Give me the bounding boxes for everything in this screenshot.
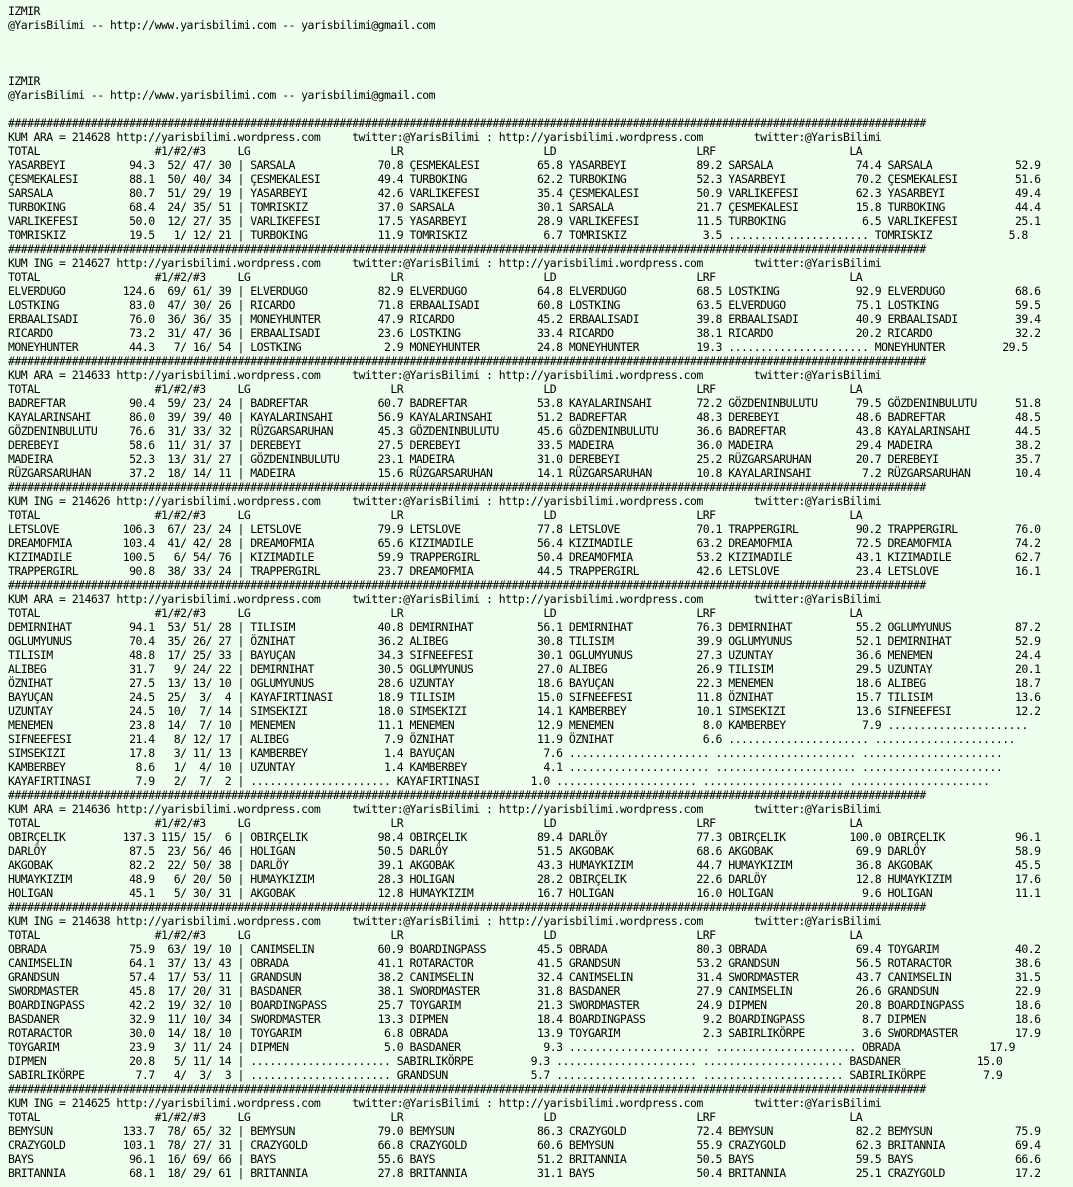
race-title-line: KUM ING = 214627 http://yarisbilimi.wordpress.com twitter:@YarisBilimi : http://yarisbilimi.wordpress.com twitter:@YarisBilimi: [8, 256, 882, 270]
result-row: LETSLOVE 106.3 67/ 23/ 24 | LETSLOVE 79.9 LETSLOVE 77.8 LETSLOVE 70.1 TRAPPERGIRL 90.2 TRAPPERGIRL 76.0: [8, 522, 1041, 536]
result-row: BAYUÇAN 24.5 25/ 3/ 4 | KAYAFIRTINASI 18.9 TILISIM 15.0 SIFNEEFESI 11.8 ÖZNIHAT 15.7 TILISIM 13.6: [8, 690, 1041, 704]
race-title-line: KUM ING = 214625 http://yarisbilimi.wordpress.com twitter:@YarisBilimi : http://yarisbilimi.wordpress.com twitter:@YarisBilimi: [8, 1096, 882, 1110]
result-row: BRITANNIA 68.1 18/ 29/ 61 | BRITANNIA 27.8 BRITANNIA 31.1 BAYS 50.4 BRITANNIA 25.1 CRAZYGOLD 17.2: [8, 1166, 1041, 1180]
result-row: HUMAYKIZIM 48.9 6/ 20/ 50 | HUMAYKIZIM 28.3 HOLIGAN 28.2 OBIRÇELIK 22.6 DARLÖY 12.8 HUMAYKIZIM 17.6: [8, 872, 1041, 886]
result-row: MADEIRA 52.3 13/ 31/ 27 | GÖZDENINBULUTU 23.1 MADEIRA 31.0 DEREBEYI 25.2 RÜZGARSARUHAN 20.7 DEREBEYI 35.7: [8, 452, 1041, 466]
result-row: ELVERDUGO 124.6 69/ 61/ 39 | ELVERDUGO 82.9 ELVERDUGO 64.8 ELVERDUGO 68.5 LOSTKING 92.9 ELVERDUGO 68.6: [8, 284, 1041, 298]
separator-line: ################################################################################################################################################: [8, 1082, 926, 1096]
race-title-line: KUM ARA = 214637 http://yarisbilimi.wordpress.com twitter:@YarisBilimi : http://yarisbilimi.wordpress.com twitter:@YarisBilimi: [8, 592, 882, 606]
header-line: [8, 102, 1073, 116]
result-row: DEMIRNIHAT 94.1 53/ 51/ 28 | TILISIM 40.8 DEMIRNIHAT 56.1 DEMIRNIHAT 76.3 DEMIRNIHAT 55.2 OGLUMYUNUS 87.2: [8, 620, 1041, 634]
result-row: MENEMEN 23.8 14/ 7/ 10 | MENEMEN 11.1 MENEMEN 12.9 MENEMEN 8.0 KAMBERBEY 7.9 ......................: [8, 718, 1028, 732]
result-row: RÜZGARSARUHAN 37.2 18/ 14/ 11 | MADEIRA 15.6 RÜZGARSARUHAN 14.1 RÜZGARSARUHAN 10.8 KAYALARINSAHI 7.2 RÜZGARSARUHAN 10.4: [8, 466, 1041, 480]
header-line: [8, 32, 1073, 46]
result-row: DEREBEYI 58.6 11/ 31/ 37 | DEREBEYI 27.5 DEREBEYI 33.5 MADEIRA 36.0 MADEIRA 29.4 MADEIRA 38.2: [8, 438, 1041, 452]
result-row: DREAMOFMIA 103.4 41/ 42/ 28 | DREAMOFMIA 65.6 KIZIMADILE 56.4 KIZIMADILE 63.2 DREAMOFMIA 72.5 DREAMOFMIA 74.2: [8, 536, 1041, 550]
result-row: OBRADA 75.9 63/ 19/ 10 | CANIMSELIN 60.9 BOARDINGPASS 45.5 OBRADA 80.3 OBRADA 69.4 TOYGARIM 40.2: [8, 942, 1041, 956]
column-header-line: TOTAL #1/#2/#3 LG LR LD LRF LA: [8, 1110, 863, 1124]
result-row: KAYAFIRTINASI 7.9 2/ 7/ 2 | ...................... KAYAFIRTINASI 1.0 ...................... ...................... ......................: [8, 774, 990, 788]
header-line: IZMIR: [8, 4, 40, 18]
result-row: BASDANER 32.9 11/ 10/ 34 | SWORDMASTER 13.3 DIPMEN 18.4 BOARDINGPASS 9.2 BOARDINGPASS 8.7 DIPMEN 18.6: [8, 1012, 1041, 1026]
result-row: RICARDO 73.2 31/ 47/ 36 | ERBAALISADI 23.6 LOSTKING 33.4 RICARDO 38.1 RICARDO 20.2 RICARDO 32.2: [8, 326, 1041, 340]
result-row: VARLIKEFESI 50.0 12/ 27/ 35 | VARLIKEFESI 17.5 YASARBEYI 28.9 VARLIKEFESI 11.5 TURBOKING 6.5 VARLIKEFESI 25.1: [8, 214, 1041, 228]
race-title-line: KUM ING = 214638 http://yarisbilimi.wordpress.com twitter:@YarisBilimi : http://yarisbilimi.wordpress.com twitter:@YarisBilimi: [8, 914, 882, 928]
race-title-line: KUM ING = 214626 http://yarisbilimi.wordpress.com twitter:@YarisBilimi : http://yarisbilimi.wordpress.com twitter:@YarisBilimi: [8, 494, 882, 508]
result-row: TURBOKING 68.4 24/ 35/ 51 | TOMRISKIZ 37.0 SARSALA 30.1 SARSALA 21.7 ÇESMEKALESI 15.8 TURBOKING 44.4: [8, 200, 1041, 214]
result-row: GÖZDENINBULUTU 76.6 31/ 33/ 32 | RÜZGARSARUHAN 45.3 GÖZDENINBULUTU 45.6 GÖZDENINBULUTU 36.6 BADREFTAR 43.8 KAYALARINSAHI 44.5: [8, 424, 1041, 438]
result-row: TRAPPERGIRL 90.8 38/ 33/ 24 | TRAPPERGIRL 23.7 DREAMOFMIA 44.5 TRAPPERGIRL 42.6 LETSLOVE 23.4 LETSLOVE 16.1: [8, 564, 1041, 578]
result-row: BOARDINGPASS 42.2 19/ 32/ 10 | BOARDINGPASS 25.7 TOYGARIM 21.3 SWORDMASTER 24.9 DIPMEN 20.8 BOARDINGPASS 18.6: [8, 998, 1041, 1012]
column-header-line: TOTAL #1/#2/#3 LG LR LD LRF LA: [8, 508, 863, 522]
result-row: SARSALA 80.7 51/ 29/ 19 | YASARBEYI 42.6 VARLIKEFESI 35.4 ÇESMEKALESI 50.9 VARLIKEFESI 62.3 YASARBEYI 49.4: [8, 186, 1041, 200]
race-title-line: KUM ARA = 214628 http://yarisbilimi.wordpress.com twitter:@YarisBilimi : http://yarisbilimi.wordpress.com twitter:@YarisBilimi: [8, 130, 882, 144]
header-line: @YarisBilimi -- http://www.yarisbilimi.com -- yarisbilimi@gmail.com: [8, 18, 436, 32]
separator-line: ################################################################################################################################################: [8, 354, 926, 368]
race-title-line: KUM ARA = 214633 http://yarisbilimi.wordpress.com twitter:@YarisBilimi : http://yarisbilimi.wordpress.com twitter:@YarisBilimi: [8, 368, 882, 382]
result-row: YASARBEYI 94.3 52/ 47/ 30 | SARSALA 70.8 ÇESMEKALESI 65.8 YASARBEYI 89.2 SARSALA 74.4 SARSALA 52.9: [8, 158, 1041, 172]
race-title-line: KUM ARA = 214636 http://yarisbilimi.wordpress.com twitter:@YarisBilimi : http://yarisbilimi.wordpress.com twitter:@YarisBilimi: [8, 802, 882, 816]
result-row: KAYALARINSAHI 86.0 39/ 39/ 40 | KAYALARINSAHI 56.9 KAYALARINSAHI 51.2 BADREFTAR 48.3 DEREBEYI 48.6 BADREFTAR 48.5: [8, 410, 1041, 424]
column-header-line: TOTAL #1/#2/#3 LG LR LD LRF LA: [8, 382, 863, 396]
header-line: IZMIR: [8, 74, 40, 88]
result-row: TOMRISKIZ 19.5 1/ 12/ 21 | TURBOKING 11.9 TOMRISKIZ 6.7 TOMRISKIZ 3.5 ...................... TOMRISKIZ 5.8: [8, 228, 1028, 242]
result-row: ALIBEG 31.7 9/ 24/ 22 | DEMIRNIHAT 30.5 OGLUMYUNUS 27.0 ALIBEG 26.9 TILISIM 29.5 UZUNTAY 20.1: [8, 662, 1041, 676]
result-row: ERBAALISADI 76.0 36/ 36/ 35 | MONEYHUNTER 47.9 RICARDO 45.2 ERBAALISADI 39.8 ERBAALISADI 40.9 ERBAALISADI 39.4: [8, 312, 1041, 326]
result-row: TOYGARIM 23.9 3/ 11/ 24 | DIPMEN 5.0 BASDANER 9.3 ...................... ...................... OBRADA 17.9: [8, 1040, 1016, 1054]
result-row: OBIRÇELIK 137.3 115/ 15/ 6 | OBIRÇELIK 98.4 OBIRÇELIK 89.4 DARLÖY 77.3 OBIRÇELIK 100.0 OBIRÇELIK 96.1: [8, 830, 1041, 844]
result-row: BEMYSUN 133.7 78/ 65/ 32 | BEMYSUN 79.0 BEMYSUN 86.3 CRAZYGOLD 72.4 BEMYSUN 82.2 BEMYSUN 75.9: [8, 1124, 1041, 1138]
header-line: [8, 60, 1073, 74]
result-row: HOLIGAN 45.1 5/ 30/ 31 | AKGOBAK 12.8 HUMAYKIZIM 16.7 HOLIGAN 16.0 HOLIGAN 9.6 HOLIGAN 11.1: [8, 886, 1041, 900]
result-row: MONEYHUNTER 44.3 7/ 16/ 54 | LOSTKING 2.9 MONEYHUNTER 24.8 MONEYHUNTER 19.3 ...................... MONEYHUNTER 29.5: [8, 340, 1028, 354]
separator-line: ################################################################################################################################################: [8, 788, 926, 802]
result-row: DIPMEN 20.8 5/ 11/ 14 | ...................... SABIRLIKÖRPE 9.3 ...................... ...................... BASDANER 15.0: [8, 1054, 1003, 1068]
result-row: SIFNEEFESI 21.4 8/ 12/ 17 | ALIBEG 7.9 ÖZNIHAT 11.9 ÖZNIHAT 6.6 ...................... ......................: [8, 732, 1016, 746]
result-row: SWORDMASTER 45.8 17/ 20/ 31 | BASDANER 38.1 SWORDMASTER 31.8 BASDANER 27.9 CANIMSELIN 26.6 GRANDSUN 22.9: [8, 984, 1041, 998]
column-header-line: TOTAL #1/#2/#3 LG LR LD LRF LA: [8, 144, 863, 158]
column-header-line: TOTAL #1/#2/#3 LG LR LD LRF LA: [8, 606, 863, 620]
separator-line: ################################################################################################################################################: [8, 578, 926, 592]
result-row: ÖZNIHAT 27.5 13/ 13/ 10 | OGLUMYUNUS 28.6 UZUNTAY 18.6 BAYUÇAN 22.3 MENEMEN 18.6 ALIBEG 18.7: [8, 676, 1041, 690]
result-row: ROTARACTOR 30.0 14/ 18/ 10 | TOYGARIM 6.8 OBRADA 13.9 TOYGARIM 2.3 SABIRLIKÖRPE 3.6 SWORDMASTER 17.9: [8, 1026, 1041, 1040]
result-row: CRAZYGOLD 103.1 78/ 27/ 31 | CRAZYGOLD 66.8 CRAZYGOLD 60.6 BEMYSUN 55.9 CRAZYGOLD 62.3 BRITANNIA 69.4: [8, 1138, 1041, 1152]
result-row: CANIMSELIN 64.1 37/ 13/ 43 | OBRADA 41.1 ROTARACTOR 41.5 GRANDSUN 53.2 GRANDSUN 56.5 ROTARACTOR 38.6: [8, 956, 1041, 970]
result-row: SABIRLIKÖRPE 7.7 4/ 3/ 3 | ...................... GRANDSUN 5.7 ...................... ...................... SABIRLIKÖRPE 7.9: [8, 1068, 1003, 1082]
result-row: KAMBERBEY 8.6 1/ 4/ 10 | UZUNTAY 1.4 KAMBERBEY 4.1 ...................... ...................... ......................: [8, 760, 1003, 774]
result-row: DARLÖY 87.5 23/ 56/ 46 | HOLIGAN 50.5 DARLÖY 51.5 AKGOBAK 68.6 AKGOBAK 69.9 DARLÖY 58.9: [8, 844, 1041, 858]
result-row: UZUNTAY 24.5 10/ 7/ 14 | SIMSEKIZI 18.0 SIMSEKIZI 14.1 KAMBERBEY 10.1 SIMSEKIZI 13.6 SIFNEEFESI 12.2: [8, 704, 1041, 718]
result-row: ÇESMEKALESI 88.1 50/ 40/ 34 | ÇESMEKALESI 49.4 TURBOKING 62.2 TURBOKING 52.3 YASARBEYI 70.2 ÇESMEKALESI 51.6: [8, 172, 1041, 186]
header-line: [8, 46, 1073, 60]
result-row: OGLUMYUNUS 70.4 35/ 26/ 27 | ÖZNIHAT 36.2 ALIBEG 30.8 TILISIM 39.9 OGLUMYUNUS 52.1 DEMIRNIHAT 52.9: [8, 634, 1041, 648]
separator-line: ################################################################################################################################################: [8, 242, 926, 256]
result-row: SIMSEKIZI 17.8 3/ 11/ 13 | KAMBERBEY 1.4 BAYUÇAN 7.6 ...................... ...................... ......................: [8, 746, 1003, 760]
separator-line: ################################################################################################################################################: [8, 900, 926, 914]
result-row: LOSTKING 83.0 47/ 30/ 26 | RICARDO 71.8 ERBAALISADI 60.8 LOSTKING 63.5 ELVERDUGO 75.1 LOSTKING 59.5: [8, 298, 1041, 312]
result-row: KIZIMADILE 100.5 6/ 54/ 76 | KIZIMADILE 59.9 TRAPPERGIRL 50.4 DREAMOFMIA 53.2 KIZIMADILE 43.1 KIZIMADILE 62.7: [8, 550, 1041, 564]
separator-line: ################################################################################################################################################: [8, 480, 926, 494]
result-row: BAYS 96.1 16/ 69/ 66 | BAYS 55.6 BAYS 51.2 BRITANNIA 50.5 BAYS 59.5 BAYS 66.6: [8, 1152, 1041, 1166]
header-line: @YarisBilimi -- http://www.yarisbilimi.com -- yarisbilimi@gmail.com: [8, 88, 436, 102]
result-row: GRANDSUN 57.4 17/ 53/ 11 | GRANDSUN 38.2 CANIMSELIN 32.4 CANIMSELIN 31.4 SWORDMASTER 43.7 CANIMSELIN 31.5: [8, 970, 1041, 984]
column-header-line: TOTAL #1/#2/#3 LG LR LD LRF LA: [8, 270, 863, 284]
column-header-line: TOTAL #1/#2/#3 LG LR LD LRF LA: [8, 816, 863, 830]
separator-line: ################################################################################################################################################: [8, 116, 926, 130]
result-row: TILISIM 48.8 17/ 25/ 33 | BAYUÇAN 34.3 SIFNEEFESI 30.1 OGLUMYUNUS 27.3 UZUNTAY 36.6 MENEMEN 24.4: [8, 648, 1041, 662]
column-header-line: TOTAL #1/#2/#3 LG LR LD LRF LA: [8, 928, 863, 942]
result-row: BADREFTAR 90.4 59/ 23/ 24 | BADREFTAR 60.7 BADREFTAR 53.8 KAYALARINSAHI 72.2 GÖZDENINBULUTU 79.5 GÖZDENINBULUTU 51.8: [8, 396, 1041, 410]
result-row: AKGOBAK 82.2 22/ 50/ 38 | DARLÖY 39.1 AKGOBAK 43.3 HUMAYKIZIM 44.7 HUMAYKIZIM 36.8 AKGOBAK 45.5: [8, 858, 1041, 872]
